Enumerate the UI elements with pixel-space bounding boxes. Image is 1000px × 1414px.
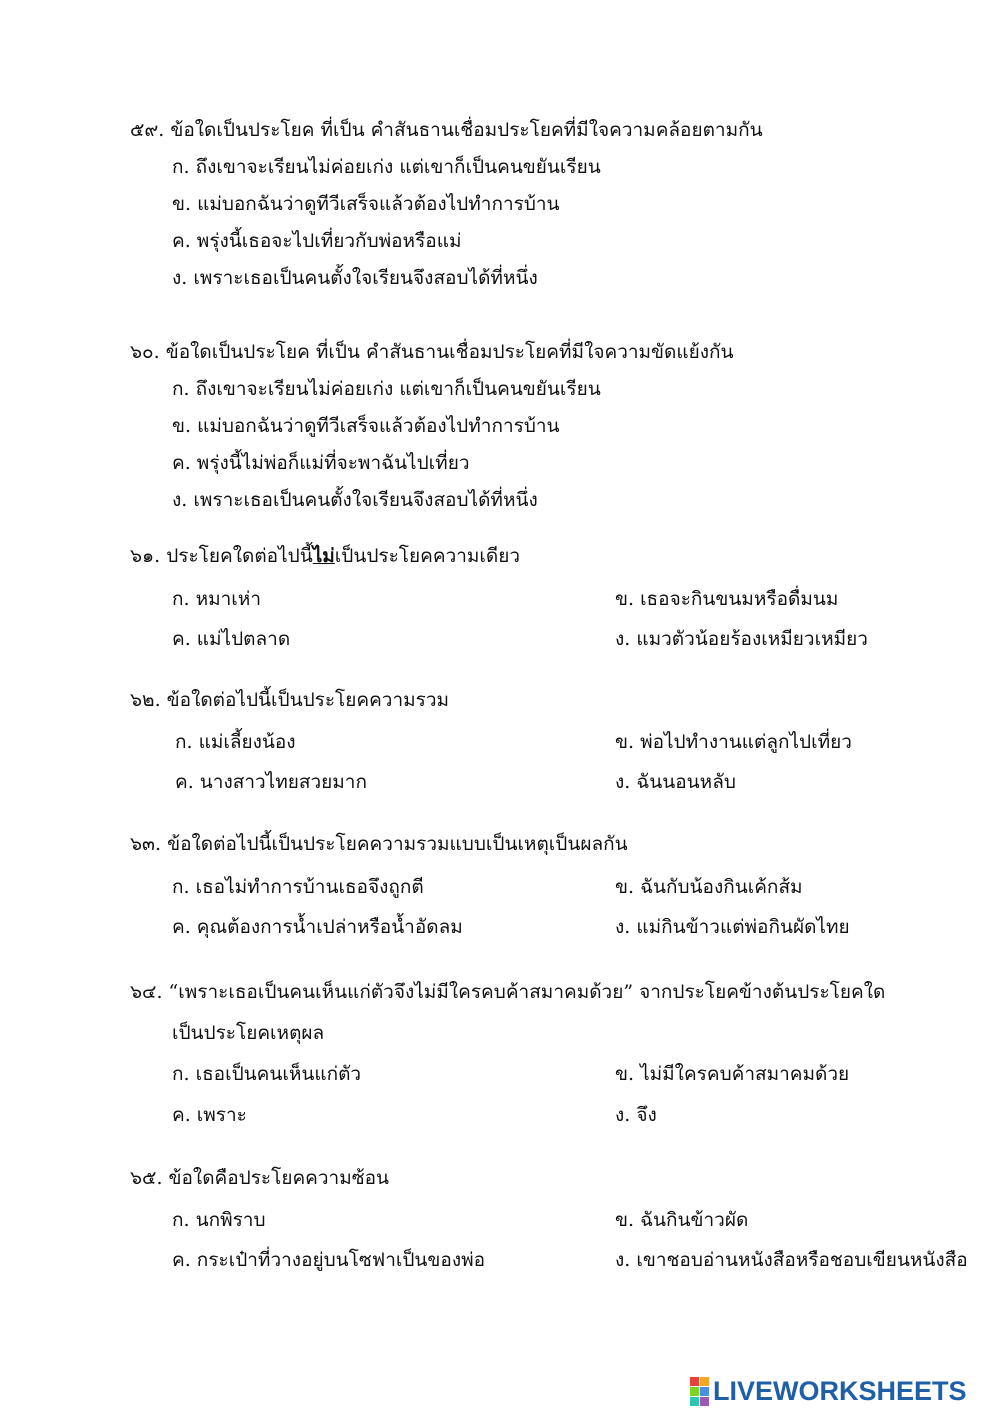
q61-option-a[interactable]: ก. หมาเห่า: [172, 588, 261, 610]
q65-option-c[interactable]: ค. กระเป๋าที่วางอยู่บนโซฟาเป็นของพ่อ: [172, 1249, 486, 1271]
q63-option-b[interactable]: ข. ฉันกับน้องกินเค้กส้ม: [615, 876, 803, 898]
q60-option-b[interactable]: ข. แม่บอกฉันว่าดูทีวีเสร็จแล้วต้องไปทำการบ้าน: [172, 415, 560, 437]
q63-option-d[interactable]: ง. แม่กินข้าวแต่พ่อกินผัดไทย: [615, 916, 850, 938]
q59-option-a[interactable]: ก. ถึงเขาจะเรียนไม่ค่อยเก่ง แต่เขาก็เป็นคนขยันเรียน: [172, 156, 601, 178]
liveworksheets-logo-text: LIVEWORKSHEETS: [713, 1375, 967, 1406]
q61-option-c[interactable]: ค. แม่ไปตลาด: [172, 628, 291, 650]
q64-option-c[interactable]: ค. เพราะ: [172, 1104, 247, 1126]
question-65: ๖๕. ข้อใดคือประโยคความซ้อน: [130, 1167, 390, 1189]
q61-suffix: เป็นประโยคความเดียว: [334, 545, 521, 567]
q62-option-a[interactable]: ก. แม่เลี้ยงน้อง: [175, 731, 296, 753]
liveworksheets-logo-icon: [690, 1377, 709, 1406]
q65-option-b[interactable]: ข. ฉันกินข้าวผัด: [615, 1209, 749, 1231]
liveworksheets-logo[interactable]: [690, 1374, 967, 1408]
question-63: ๖๓. ข้อใดต่อไปนี้เป็นประโยคความรวมแบบเป็นเหตุเป็นผลกัน: [130, 833, 628, 855]
q62-option-b[interactable]: ข. พ่อไปทำงานแต่ลูกไปเที่ยว: [615, 731, 852, 753]
q60-option-d[interactable]: ง. เพราะเธอเป็นคนตั้งใจเรียนจึงสอบได้ที่หนึ่ง: [172, 489, 538, 511]
q64-option-d[interactable]: ง. จึง: [615, 1104, 657, 1126]
q59-option-d[interactable]: ง. เพราะเธอเป็นคนตั้งใจเรียนจึงสอบได้ที่หนึ่ง: [172, 267, 538, 289]
q62-option-c[interactable]: ค. นางสาวไทยสวยมาก: [175, 771, 367, 793]
question-62: ๖๒. ข้อใดต่อไปนี้เป็นประโยคความรวม: [130, 689, 450, 711]
question-60: ๖๐. ข้อใดเป็นประโยค ที่เป็น คำสันธานเชื่อมประโยคที่มีใจความขัดแย้งกัน: [130, 341, 734, 363]
question-59: ๕๙. ข้อใดเป็นประโยค ที่เป็น คำสันธานเชื่อมประโยคที่มีใจความคล้อยตามกัน: [130, 119, 763, 141]
q65-option-d[interactable]: ง. เขาชอบอ่านหนังสือหรือชอบเขียนหนังสือ: [615, 1249, 968, 1271]
q61-option-d[interactable]: ง. แมวตัวน้อยร้องเหมียวเหมียว: [615, 628, 868, 650]
q61-prefix: ๖๑. ประโยคใดต่อไปนี้: [130, 545, 313, 567]
question-61: [130, 542, 520, 570]
q59-option-b[interactable]: ข. แม่บอกฉันว่าดูทีวีเสร็จแล้วต้องไปทำการบ้าน: [172, 193, 560, 215]
question-64-continued: เป็นประโยคเหตุผล: [172, 1022, 325, 1044]
question-64: ๖๔. “เพราะเธอเป็นคนเห็นแก่ตัวจึงไม่มีใครคบค้าสมาคมด้วย” จากประโยคข้างต้นประโยคใด: [130, 981, 886, 1003]
q62-option-d[interactable]: ง. ฉันนอนหลับ: [615, 771, 736, 793]
q63-option-c[interactable]: ค. คุณต้องการน้ำเปล่าหรือน้ำอัดลม: [172, 916, 463, 938]
q60-option-a[interactable]: ก. ถึงเขาจะเรียนไม่ค่อยเก่ง แต่เขาก็เป็นคนขยันเรียน: [172, 378, 601, 400]
q60-option-c[interactable]: ค. พรุ่งนี้ไม่พ่อก็แม่ที่จะพาฉันไปเที่ยว: [172, 452, 470, 474]
q59-option-c[interactable]: ค. พรุ่งนี้เธอจะไปเที่ยวกับพ่อหรือแม่: [172, 230, 462, 252]
q61-option-b[interactable]: ข. เธอจะกินขนมหรือดื่มนม: [615, 588, 839, 610]
q64-option-b[interactable]: ข. ไม่มีใครคบค้าสมาคมด้วย: [615, 1063, 850, 1085]
q65-option-a[interactable]: ก. นกพิราบ: [172, 1209, 266, 1231]
q61-emphasis: ไม่: [312, 545, 335, 567]
q63-option-a[interactable]: ก. เธอไม่ทำการบ้านเธอจึงถูกตี: [172, 876, 424, 898]
q64-option-a[interactable]: ก. เธอเป็นคนเห็นแก่ตัว: [172, 1063, 362, 1085]
